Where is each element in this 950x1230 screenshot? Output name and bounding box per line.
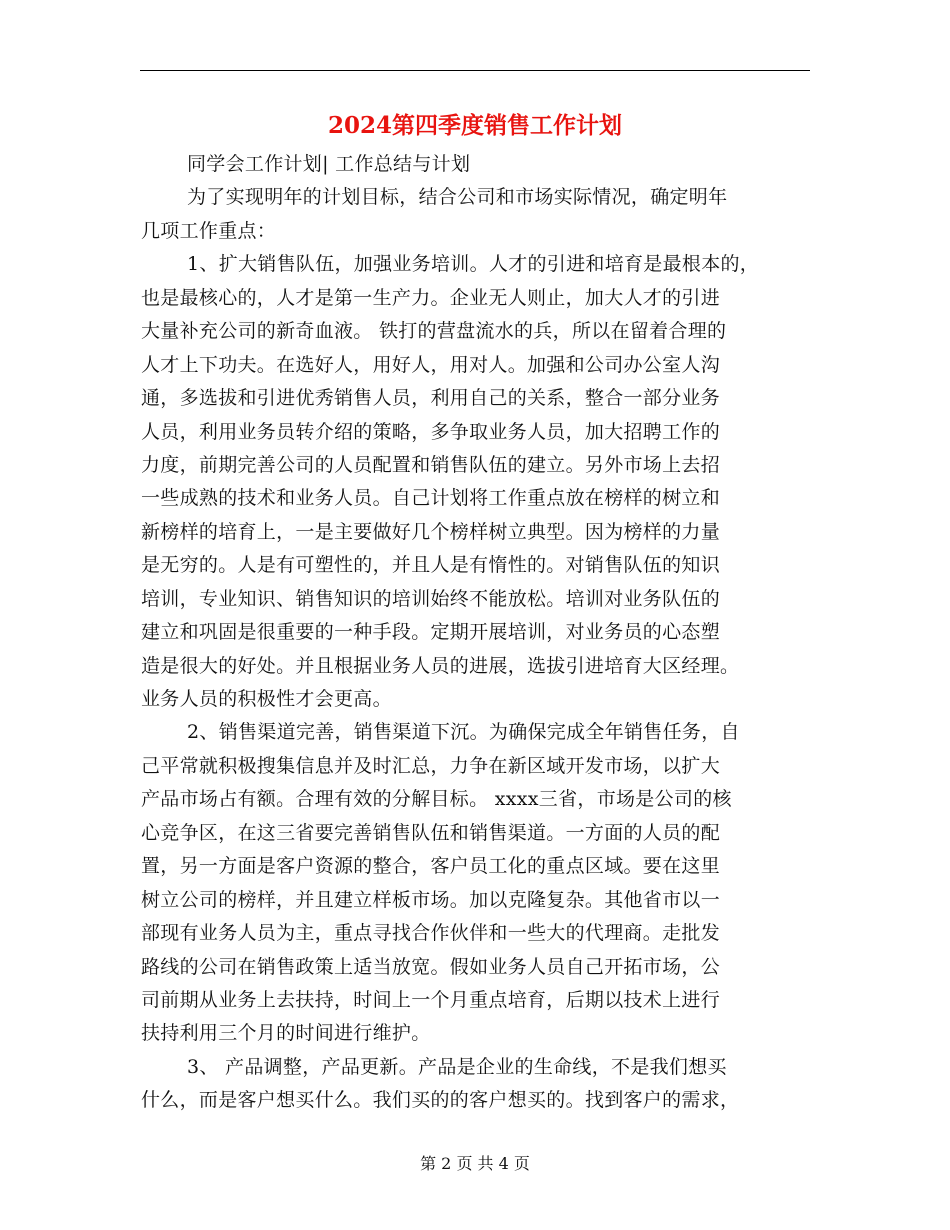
body-line: 司前期从业务上去扶持，时间上一个月重点培育，后期以技术上进行 — [141, 988, 721, 1011]
body-line: 通，多选拔和引进优秀销售人员，利用自己的关系，整合一部分业务 — [141, 387, 721, 410]
body-line: 业务人员的积极性才会更高。 — [141, 688, 392, 710]
body-line: 新榜样的培育上，一是主要做好几个榜样树立典型。因为榜样的力量 — [141, 520, 721, 543]
body-line: 建立和巩固是很重要的一种手段。定期开展培训，对业务员的心态塑 — [141, 621, 721, 644]
page-number-footer: 第 2 页 共 4 页 — [420, 1154, 530, 1173]
body-line: 扶持利用三个月的时间进行维护。 — [141, 1022, 431, 1045]
body-line: 大量补充公司的新奇血液。 铁打的营盘流水的兵，所以在留着合理的 — [141, 320, 727, 343]
body-line: 1、扩大销售队伍，加强业务培训。人才的引进和培育是最根本的， — [187, 253, 760, 276]
body-line: 树立公司的榜样，并且建立样板市场。加以克隆复杂。其他省市以一 — [141, 888, 721, 911]
body-line: 也是最核心的，人才是第一生产力。企业无人则止，加大人才的引进 — [141, 286, 721, 309]
body-line: 路线的公司在销售政策上适当放宽。假如业务人员自己开拓市场，公 — [141, 955, 721, 978]
body-line: 为了实现明年的计划目标，结合公司和市场实际情况，确定明年 — [187, 186, 728, 209]
document-title: 2024第四季度销售工作计划 — [327, 112, 622, 139]
body-line: 人员，利用业务员转介绍的策略，多争取业务人员，加大招聘工作的 — [141, 420, 721, 443]
body-line: 一些成熟的技术和业务人员。自己计划将工作重点放在榜样的树立和 — [141, 487, 721, 510]
header-rule — [140, 70, 810, 71]
body-line: 什么，而是客户想买什么。我们买的的客户想买的。找到客户的需求， — [141, 1089, 740, 1112]
body-line: 是无穷的。人是有可塑性的，并且人是有惰性的。对销售队伍的知识 — [141, 554, 721, 577]
body-line: 3、 产品调整，产品更新。产品是企业的生命线，不是我们想买 — [187, 1055, 727, 1078]
document-body — [141, 148, 821, 1118]
body-line: 部现有业务人员为主，重点寻找合作伙伴和一些大的代理商。走批发 — [141, 922, 721, 945]
body-line: 同学会工作计划| 工作总结与计划 — [187, 153, 471, 175]
body-line: 心竞争区，在这三省要完善销售队伍和销售渠道。一方面的人员的配 — [141, 821, 721, 844]
body-line: 置，另一方面是客户资源的整合，客户员工化的重点区域。要在这里 — [141, 855, 721, 878]
body-line: 己平常就积极搜集信息并及时汇总，力争在新区域开发市场，以扩大 — [141, 754, 721, 777]
body-line: 力度，前期完善公司的人员配置和销售队伍的建立。另外市场上去招 — [141, 453, 721, 476]
body-line: 2、销售渠道完善，销售渠道下沉。为确保完成全年销售任务，自 — [187, 721, 740, 744]
body-line: 产品市场占有额。合理有效的分解目标。 xxxx三省，市场是公司的核 — [141, 788, 732, 811]
body-line: 培训，专业知识、销售知识的培训始终不能放松。培训对业务队伍的 — [141, 587, 721, 610]
body-line: 人才上下功夫。在选好人，用好人，用对人。加强和公司办公室人沟 — [141, 353, 721, 376]
body-line: 几项工作重点： — [141, 219, 277, 242]
body-line: 造是很大的好处。并且根据业务人员的进展，选拔引进培育大区经理。 — [141, 654, 740, 677]
